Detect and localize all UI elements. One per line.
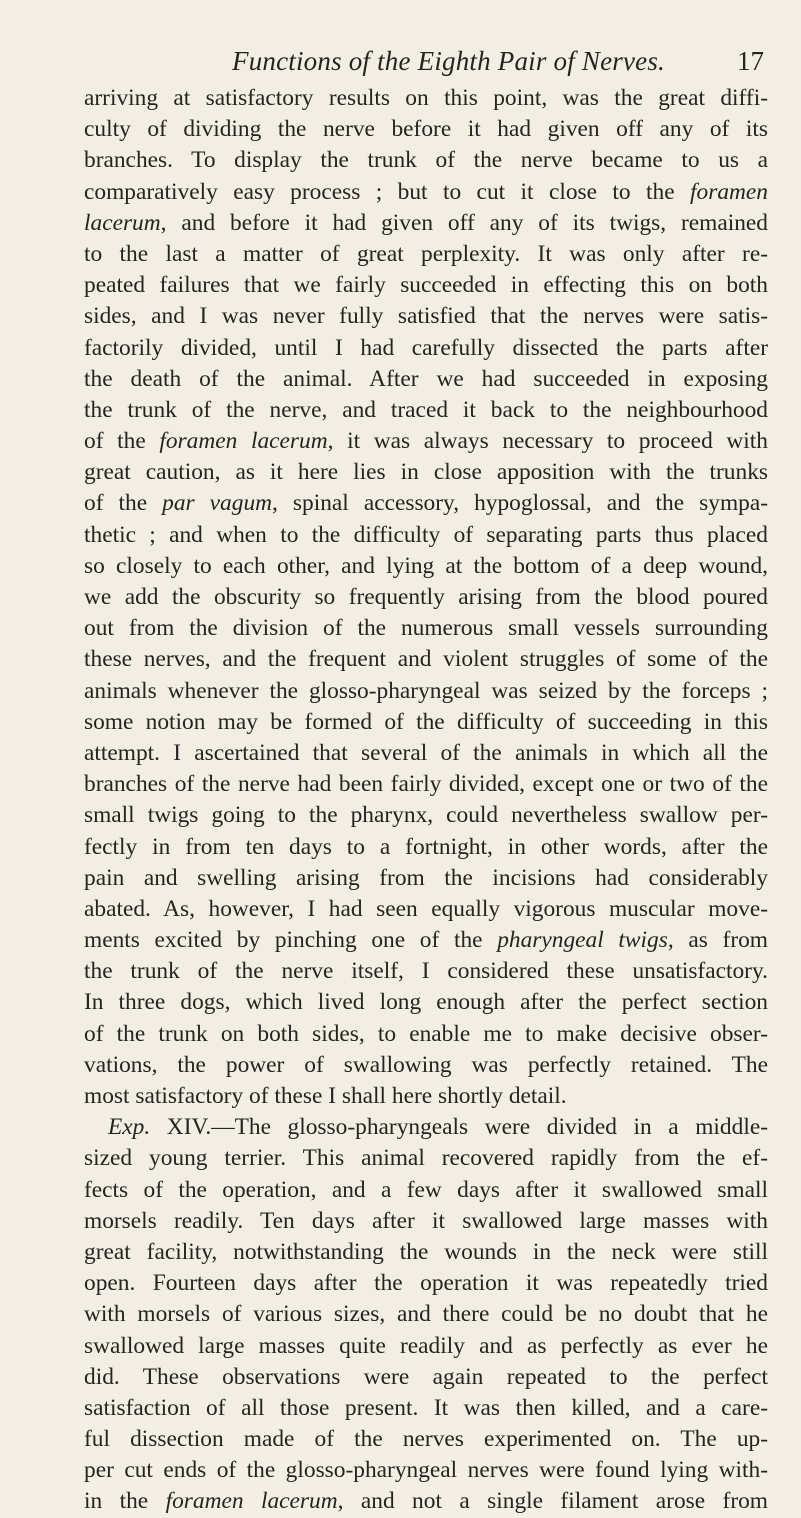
text-line (84, 582, 768, 613)
text-segment: peated failures that we fairly succeeded in effecting this on both (84, 272, 768, 299)
text-segment: , and before it had given off any of its twigs, remained (160, 209, 768, 236)
text-segment: , and not a single filament arose from (337, 1488, 768, 1515)
text-line (84, 426, 768, 457)
text-line (84, 301, 768, 332)
text-line (84, 800, 768, 831)
text-segment: arriving at satisfactory results on this point, was the great diffi- (84, 85, 768, 111)
text-line (84, 925, 768, 956)
text-line (84, 644, 768, 675)
text-line (84, 1237, 768, 1268)
text-line (84, 145, 768, 176)
italic-text: foramen lacerum (159, 428, 328, 455)
text-line (84, 1143, 768, 1174)
text-segment: attempt. I ascertained that several of the animals in which all the (84, 739, 768, 766)
text-segment: culty of dividing the nerve before it had given off any of its (84, 116, 768, 143)
text-line (84, 208, 768, 239)
text-segment: ful dissection made of the nerves experimented on. The up- (84, 1426, 768, 1453)
text-segment: abated. As, however, I had seen equally vigorous muscular move- (84, 895, 768, 922)
text-line (84, 1331, 768, 1362)
text-line (84, 1393, 768, 1424)
text-line (84, 551, 768, 582)
text-segment: small twigs going to the pharynx, could nevertheless swallow per- (84, 802, 768, 829)
text-line (84, 457, 768, 488)
text-segment: to the last a matter of great perplexity. It was only after re- (84, 240, 768, 267)
text-line (84, 863, 768, 894)
running-title: Functions of the Eighth Pair of Nerves. (232, 46, 665, 76)
text-segment: so closely to each other, and lying at the bottom of a deep wound, (84, 552, 768, 579)
text-segment: great caution, as it here lies in close apposition with the trunks (84, 459, 768, 486)
text-segment: , as from (667, 927, 768, 954)
text-segment: vations, the power of swallowing was perfectly retained. The (84, 1051, 768, 1078)
text-segment: in the (84, 1488, 166, 1515)
text-line (84, 956, 768, 987)
text-segment: fectly in from ten days to a fortnight, in other words, after the (84, 833, 768, 860)
text-line (84, 1206, 768, 1237)
text-segment: per cut ends of the glosso-pharyngeal nerves were found lying with- (84, 1457, 768, 1484)
text-line (84, 676, 768, 707)
text-line (84, 364, 768, 395)
text-line (84, 488, 768, 519)
text-line (84, 1112, 768, 1143)
text-line (84, 1486, 768, 1517)
text-segment: , spinal accessory, hypoglossal, and the sympa- (272, 490, 768, 517)
text-segment: of the trunk on both sides, to enable me to make decisive obser- (84, 1020, 768, 1047)
text-segment: comparatively easy process ; but to cut it close to the (84, 178, 691, 205)
text-segment: the death of the animal. After we had succeeded in exposing (84, 365, 768, 392)
running-head (84, 46, 764, 82)
text-segment: XIV.—The glosso-pharyngeals were divided in a middle- (150, 1114, 768, 1141)
text-line (84, 395, 768, 426)
body-text (84, 83, 768, 1518)
italic-text: Exp. (108, 1114, 151, 1141)
text-segment: of the (84, 428, 160, 455)
text-segment: , it was always necessary to proceed with (327, 428, 768, 455)
text-line (84, 114, 768, 145)
text-segment: branches. To display the trunk of the nerve became to us a (84, 147, 768, 174)
text-line (84, 707, 768, 738)
text-line (84, 1019, 768, 1050)
italic-text: lacerum (84, 209, 161, 236)
text-line (84, 1050, 768, 1081)
text-line (84, 239, 768, 270)
text-line (84, 987, 768, 1018)
text-line (84, 1299, 768, 1330)
text-segment: the trunk of the nerve, and traced it back to the neighbourhood (84, 396, 768, 423)
text-segment: of the (84, 490, 163, 517)
text-segment: we add the obscurity so frequently arising from the blood poured (84, 584, 768, 610)
text-line (84, 738, 768, 769)
text-segment: pain and swelling arising from the incisions had considerably (84, 864, 768, 891)
text-segment: morsels readily. Ten days after it swallowed large masses with (84, 1207, 768, 1234)
text-segment: these nerves, and the frequent and violent struggles of some of the (84, 646, 768, 673)
text-line (84, 894, 768, 925)
text-line (84, 1081, 768, 1112)
text-segment: some notion may be formed of the difficulty of succeeding in this (84, 708, 768, 735)
text-line (84, 520, 768, 551)
italic-text: pharyngeal twigs (497, 927, 668, 954)
text-line (84, 613, 768, 644)
text-segment: branches of the nerve had been fairly divided, except one or two of the (84, 771, 768, 798)
text-segment: ments excited by pinching one of the (84, 927, 498, 954)
text-segment: thetic ; and when to the difficulty of separating parts thus placed (84, 521, 768, 548)
text-segment: great facility, notwithstanding the wounds in the neck were still (84, 1238, 768, 1265)
text-line (84, 270, 768, 301)
text-line (84, 177, 768, 208)
text-segment: fects of the operation, and a few days after it swallowed small (84, 1176, 768, 1203)
text-segment: swallowed large masses quite readily and as perfectly as ever he (84, 1332, 768, 1359)
text-line (84, 1424, 768, 1455)
italic-text: foramen (690, 178, 768, 205)
text-segment: In three dogs, which lived long enough after the perfect section (84, 989, 768, 1016)
text-segment: open. Fourteen days after the operation it was repeatedly tried (84, 1270, 768, 1297)
page-number: 17 (737, 46, 764, 76)
text-segment: most satisfactory of these I shall here shortly detail. (84, 1083, 567, 1109)
text-line (84, 832, 768, 863)
text-line (84, 333, 768, 364)
text-segment: the trunk of the nerve itself, I considered these unsatisfactory. (84, 958, 768, 985)
text-segment: with morsels of various sizes, and there could be no doubt that he (84, 1301, 768, 1328)
text-line (84, 1175, 768, 1206)
italic-text: foramen lacerum (165, 1488, 338, 1515)
text-line (84, 1455, 768, 1486)
text-segment: did. These observations were again repeated to the perfect (84, 1363, 768, 1390)
text-line (84, 83, 768, 114)
text-line (84, 1268, 768, 1299)
italic-text: par vagum (162, 490, 273, 517)
text-segment: out from the division of the numerous small vessels surrounding (84, 615, 768, 642)
text-line (84, 1362, 768, 1393)
text-line (84, 769, 768, 800)
text-segment: sides, and I was never fully satisfied that the nerves were satis- (84, 303, 768, 330)
text-segment: animals whenever the glosso-pharyngeal was seized by the forceps ; (84, 677, 768, 704)
text-segment: sized young terrier. This animal recovered rapidly from the ef- (84, 1145, 768, 1172)
text-segment: satisfaction of all those present. It was then killed, and a care- (84, 1394, 768, 1421)
text-segment: factorily divided, until I had carefully dissected the parts after (84, 334, 768, 361)
